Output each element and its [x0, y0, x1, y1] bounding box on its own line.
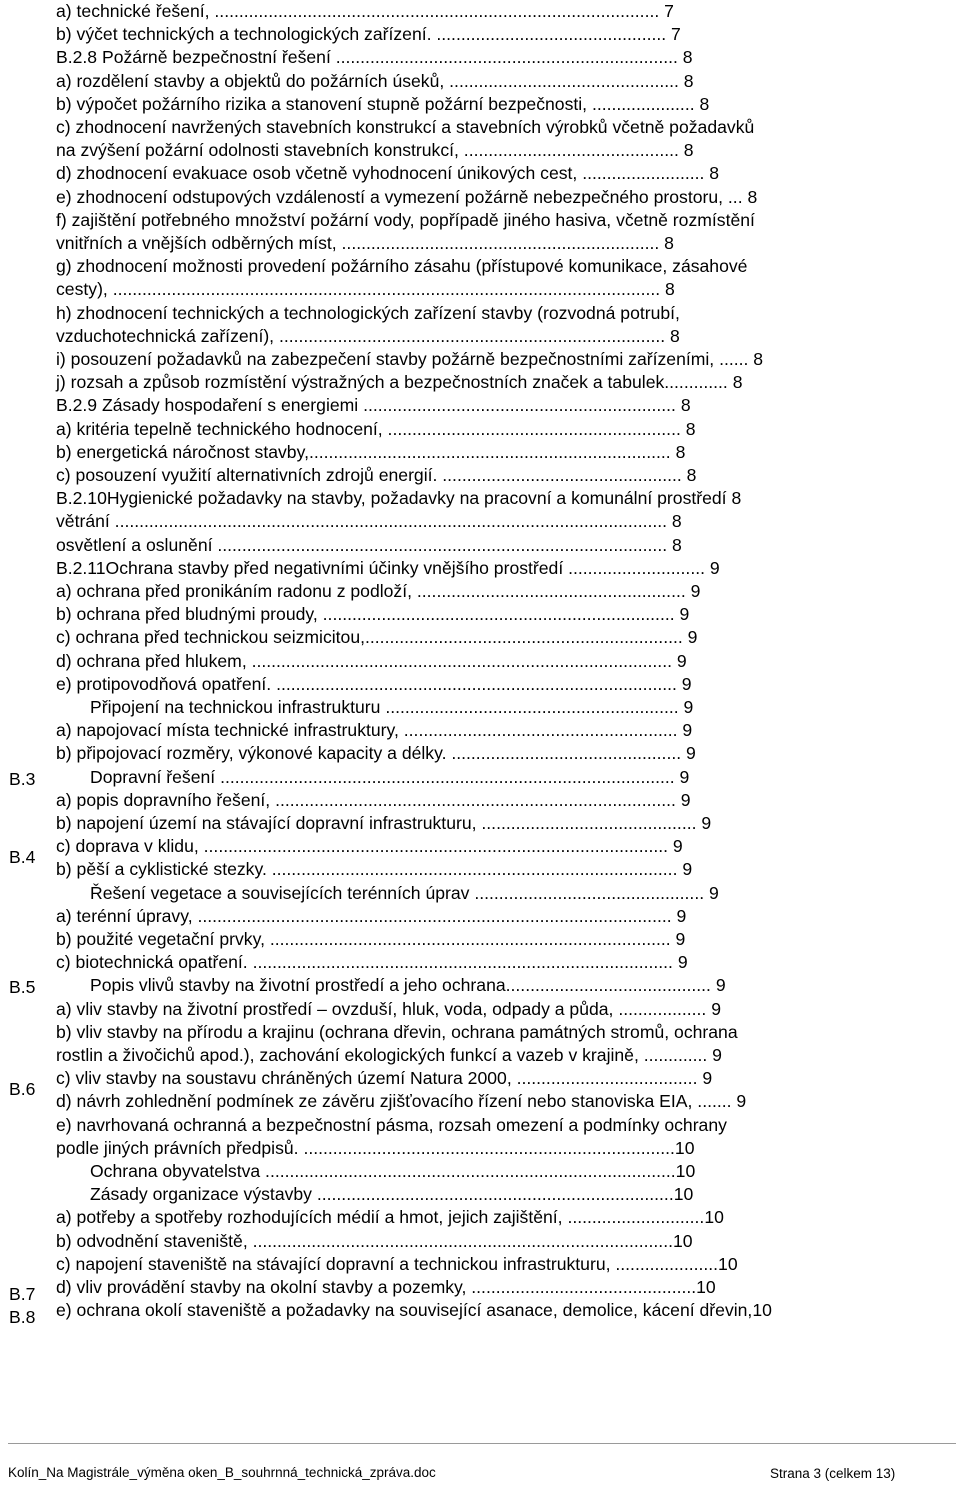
toc-entry: c) vliv stavby na soustavu chráněných území Natura 2000, ..................................... 9	[56, 1068, 713, 1089]
section-number-label: B.8	[9, 1306, 36, 1327]
toc-entry: a) ochrana před pronikáním radonu z podloží, ....................................................... 9	[56, 581, 701, 601]
toc-entry: d) zhodnocení evakuace osob včetně vyhodnocení únikových cest, ......................... 8	[56, 163, 720, 184]
footer-page-number: Strana 3 (celkem 13)	[770, 1466, 896, 1481]
toc-entry: Ochrana obyvatelstva ....................................................................................10	[90, 1161, 696, 1181]
toc-entry: c) napojení staveniště na stávající dopravní a technickou infrastrukturu, .....................10	[56, 1253, 738, 1274]
toc-entry: a) kritéria tepelně technického hodnocení, ............................................................ 8	[56, 418, 696, 439]
toc-entry: cesty), ................................................................................................................ 8	[56, 279, 675, 300]
toc-entry: c) biotechnická opatření. ...................................................................................... 9	[56, 952, 688, 973]
toc-entry: c) ochrana před technickou seizmicitou,................................................................. 9	[56, 627, 698, 648]
section-number-label: B.7	[9, 1283, 36, 1304]
toc-entry: e) zhodnocení odstupových vzdáleností a vymezení požárně nebezpečného prostoru, ... 8	[56, 186, 758, 207]
toc-entry: b) pěší a cyklistické stezky. ................................................................................... 9	[56, 859, 693, 880]
toc-entry: B.2.8 Požárně bezpečnostní řešení ...................................................................... 8	[56, 47, 693, 68]
toc-entry: h) zhodnocení technických a technologických zařízení stavby (rozvodná potrubí,	[56, 302, 680, 323]
toc-entry: B.2.10Hygienické požadavky na stavby, požadavky na pracovní a komunální prostředí 8	[56, 488, 742, 509]
section-number-label: B.6	[9, 1079, 36, 1100]
toc-entry: g) zhodnocení možnosti provedení požárního zásahu (přístupové komunikace, zásahové	[56, 256, 748, 277]
toc-entry: b) odvodnění staveniště, ......................................................................................10	[56, 1230, 693, 1251]
toc-entry: b) ochrana před bludnými proudy, ........................................................................ 9	[56, 604, 690, 625]
toc-entry: vzduchotechnická zařízení), ............................................................................... 8	[56, 325, 680, 346]
toc-entry: c) zhodnocení navržených stavebních konstrukcí a stavebních výrobků včetně požadavků	[56, 117, 755, 137]
toc-entry: B.2.9 Zásady hospodaření s energiemi ................................................................ 8	[56, 395, 691, 416]
toc-entry: Zásady organizace výstavby .........................................................................10	[90, 1184, 694, 1205]
toc-entry: Popis vlivů stavby na životní prostředí a jeho ochrana.......................................... 9	[90, 975, 726, 996]
footer-filename: Kolín_Na Magistrále_výměna oken_B_souhrnná_technická_zpráva.doc	[8, 1465, 436, 1480]
section-number-label: B.4	[9, 847, 36, 868]
toc-entry: e) protipovodňová opatření. .................................................................................. 9	[56, 673, 692, 694]
toc-entry: a) rozdělení stavby a objektů do požárních úseků, ............................................... 8	[56, 70, 694, 91]
toc-entry: j) rozsah a způsob rozmístění výstražných a bezpečnostních značek a tabulek............. 8	[56, 372, 743, 393]
toc-entry: d) návrh zohlednění podmínek ze závěru zjišťovacího řízení nebo stanoviska EIA, ....... 9	[56, 1091, 747, 1112]
toc-entry: podle jiných právních předpisů. ............................................................................10	[56, 1137, 695, 1158]
toc-entry: b) výčet technických a technologických zařízení. ............................................... 7	[56, 24, 681, 45]
toc-entry: rostlin a živočichů apod.), zachování ekologických funkcí a vazeb v krajině, ............. 9	[56, 1045, 722, 1065]
toc-entry: b) výpočet požárního rizika a stanovení stupně požární bezpečnosti, ..................... 8	[56, 93, 710, 114]
toc-entry: e) navrhovaná ochranná a bezpečnostní pásma, rozsah omezení a podmínky ochrany	[56, 1114, 727, 1135]
toc-entry: a) technické řešení, ........................................................................................... 7	[56, 1, 674, 21]
toc-entry: i) posouzení požadavků na zabezpečení stavby požárně bezpečnostními zařízeními, ...... 8	[56, 349, 764, 369]
toc-entry: f) zajištění potřebného množství požární vody, popřípadě jiného hasiva, včetně rozmístění	[56, 209, 755, 230]
toc-entry: B.2.11Ochrana stavby před negativními účinky vnějšího prostředí ............................ 9	[56, 557, 720, 578]
toc-entry: větrání ................................................................................................................. 8	[56, 511, 682, 532]
footer-divider	[8, 1443, 956, 1444]
toc-entry: a) potřeby a spotřeby rozhodujících médií a hmot, jejich zajištění, ............................10	[56, 1207, 724, 1228]
toc-entry: vnitřních a vnějších odběrných míst, ................................................................. 8	[56, 233, 674, 253]
toc-entry: c) doprava v klidu, ............................................................................................... 9	[56, 836, 683, 857]
toc-entry: osvětlení a oslunění ............................................................................................ 8	[56, 534, 682, 555]
section-number-label: B.5	[9, 977, 36, 998]
toc-entry: na zvýšení požární odolnosti stavebních konstrukcí, ............................................ 8	[56, 140, 694, 161]
toc-entry: d) ochrana před hlukem, ...................................................................................... 9	[56, 650, 687, 671]
toc-entry: Dopravní řešení ............................................................................................. 9	[90, 766, 690, 787]
toc-entry: b) použité vegetační prvky, .................................................................................. 9	[56, 929, 686, 949]
toc-entry: e) ochrana okolí staveniště a požadavky na související asanace, demolice, kácení dřevin,10	[56, 1300, 772, 1321]
toc-entry: Řešení vegetace a souvisejících terénních úprav ............................................... 9	[90, 882, 719, 903]
toc-entry: b) energetická náročnost stavby,.......................................................................... 8	[56, 441, 686, 462]
toc-entry: a) vliv stavby na životní prostředí – ovzduší, hluk, voda, odpady a půda, .................. 9	[56, 998, 721, 1019]
toc-entry: d) vliv provádění stavby na okolní stavby a pozemky, ..............................................10	[56, 1277, 716, 1297]
toc-entry: a) popis dopravního řešení, .................................................................................. 9	[56, 789, 691, 810]
section-number-label: B.3	[9, 768, 36, 789]
toc-entry: a) napojovací místa technické infrastruktury, ........................................................ 9	[56, 720, 693, 741]
toc-entry: b) vliv stavby na přírodu a krajinu (ochrana dřevin, ochrana památných stromů, ochrana	[56, 1021, 738, 1042]
toc-entry: c) posouzení využití alternativních zdrojů energií. ................................................. 8	[56, 465, 697, 485]
toc-entry: b) napojení území na stávající dopravní infrastrukturu, ............................................ 9	[56, 813, 712, 833]
toc-entry: Připojení na technickou infrastrukturu ............................................................ 9	[90, 697, 694, 717]
toc-entry: a) terénní úpravy, ................................................................................................. 9	[56, 905, 687, 926]
toc-entry: b) připojovací rozměry, výkonové kapacity a délky. ............................................... 9	[56, 743, 696, 764]
